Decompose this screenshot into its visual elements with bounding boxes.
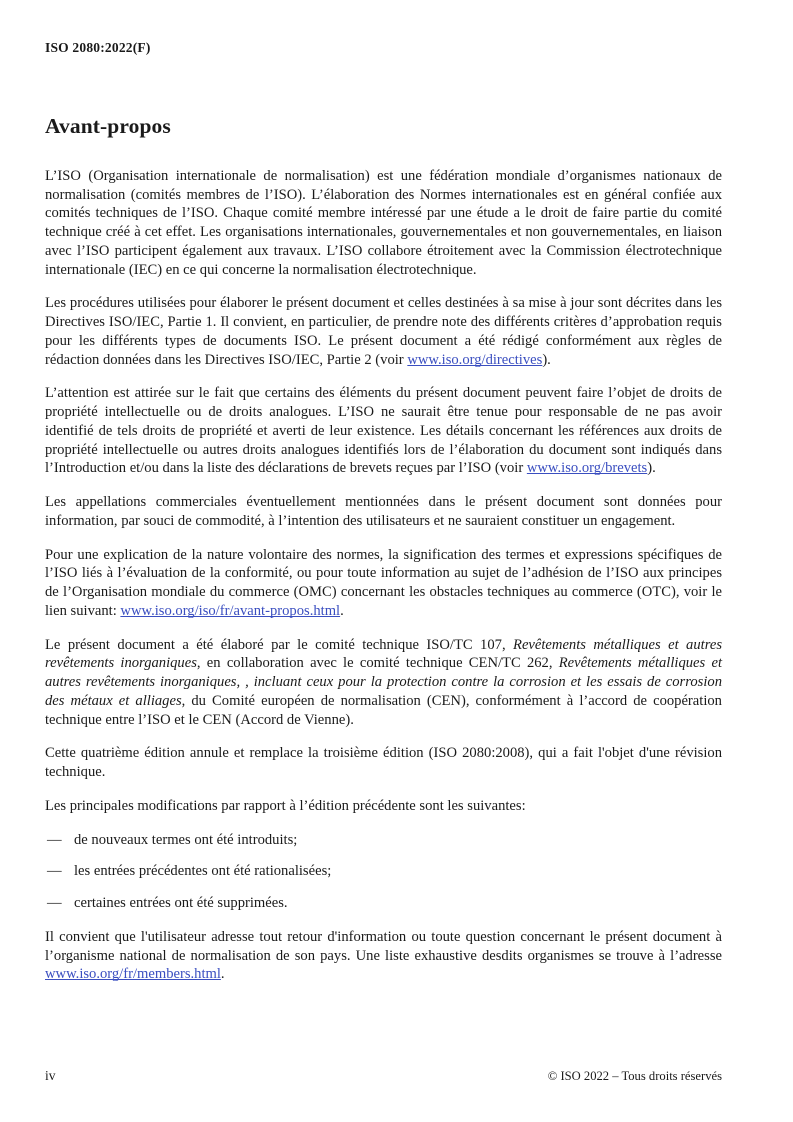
paragraph-patent-rights-text-before: L’attention est attirée sur le fait que certains des éléments du présent document peuvent faire l’objet de droits de propriété intellectuelle ou de droits analogues. L’ISO ne saurait être tenue pour responsable de ne pas avoir identifié de tels droits de propriété et averti de leur existence. Les détails concernant les références aux droits de propriété intellectuelle ou autres droits analogues identifiés lors de l’élaboration du document sont indiqués dans l’Introduction et/ou dans la liste des déclarations de brevets reçues par l’ISO (voir	[45, 385, 722, 477]
link-iso-members[interactable]: www.iso.org/fr/members.html	[45, 966, 221, 983]
modifications-list	[45, 831, 722, 913]
paragraph-committee-segment-3: , du Comité européen de normalisation (CEN), conformément à l’accord de coopération technique entre l’ISO et le CEN (Accord de Vienne).	[45, 692, 722, 728]
list-item	[45, 894, 722, 913]
paragraph-wto-tbt	[45, 546, 722, 621]
link-iso-brevets[interactable]: www.iso.org/brevets	[526, 460, 648, 477]
em-dash-bullet-icon: —	[47, 831, 62, 848]
paragraph-wto-tbt-text-after: .	[340, 602, 344, 619]
paragraph-feedback	[45, 928, 722, 984]
paragraph-patent-rights-text-after: ).	[647, 460, 656, 477]
paragraph-feedback-text-before: Il convient que l'utilisateur adresse tout retour d'information ou toute question concernant le présent document à l’organisme national de normalisation de son pays. Une liste exhaustive desdits organismes se trouve à l’adresse	[45, 928, 722, 964]
paragraph-committee	[45, 636, 722, 730]
paragraph-patent-rights	[45, 384, 722, 478]
committee-title-iso-tc-107: Revêtements métalliques et autres revêtements inorganiques	[45, 636, 723, 672]
list-item-label: certaines entrées ont été supprimées.	[74, 895, 288, 912]
list-item-label: les entrées précédentes ont été rationalisées;	[74, 863, 332, 880]
list-item	[45, 831, 722, 850]
em-dash-bullet-icon: —	[47, 863, 62, 880]
copyright-notice: © ISO 2022 – Tous droits réservés	[547, 1069, 722, 1083]
document-header-reference: ISO 2080:2022(F)	[45, 40, 151, 55]
page-title: Avant-propos	[45, 114, 171, 139]
paragraph-committee-segment-2: , en collaboration avec le comité technique CEN/TC 262,	[196, 655, 559, 672]
em-dash-bullet-icon: —	[47, 895, 62, 912]
page-footer	[45, 1068, 722, 1084]
paragraph-edition-notice: Cette quatrième édition annule et remplace la troisième édition (ISO 2080:2008), qui a fait l'objet d'une révision technique.	[45, 745, 722, 781]
paragraph-iso-definition: L’ISO (Organisation internationale de normalisation) est une fédération mondiale d’organismes nationaux de normalisation (comités membres de l’ISO). L’élaboration des Normes internationales est en général confiée aux comités techniques de l’ISO. Chaque comité membre intéressé par une étude a le droit de faire partie du comité technique créé à cet effet. Les organisations internationales, gouvernementales et non gouvernementales, en liaison avec l’ISO participent également aux travaux. L’ISO collabore étroitement avec la Commission électrotechnique internationale (IEC) en ce qui concerne la normalisation électrotechnique.	[45, 167, 722, 278]
list-item	[45, 862, 722, 881]
list-item-label: de nouveaux termes ont été introduits;	[74, 831, 298, 848]
link-iso-avant-propos[interactable]: www.iso.org/iso/fr/avant-propos.html	[120, 602, 341, 619]
paragraph-procedures-text-before: Les procédures utilisées pour élaborer le présent document et celles destinées à sa mise à jour sont décrites dans les Directives ISO/IEC, Partie 1. Il convient, en particulier, de prendre note des différents critères d’approbation requis pour les différents types de documents ISO. Le présent document a été rédigé conformément aux règles de rédaction données dans les Directives ISO/IEC, Partie 2 (voir	[45, 295, 722, 368]
paragraph-trade-names: Les appellations commerciales éventuellement mentionnées dans le présent document sont données pour information, par souci de commodité, à l’intention des utilisateurs et ne sauraient constituer un engagement.	[45, 494, 722, 529]
paragraph-committee-segment-1: Le présent document a été élaboré par le comité technique ISO/TC 107,	[45, 636, 514, 653]
committee-title-cen-tc-262: Revêtements métalliques et autres revêtements inorganiques, , incluant ceux pour la protection contre la corrosion et les essais de corrosion des métaux et alliages	[45, 655, 723, 709]
page-number: iv	[45, 1068, 56, 1083]
paragraph-modifications-intro: Les principales modifications par rapport à l’édition précédente sont les suivantes:	[45, 797, 526, 814]
paragraph-procedures	[45, 294, 722, 369]
paragraph-procedures-text-after: ).	[542, 351, 551, 368]
paragraph-feedback-text-after: .	[220, 966, 225, 983]
page-content	[45, 40, 722, 999]
link-iso-directives[interactable]: www.iso.org/directives	[407, 351, 543, 368]
paragraph-wto-tbt-text-before: Pour une explication de la nature volontaire des normes, la signification des termes et expressions spécifiques de l’ISO liés à l’évaluation de la conformité, ou pour toute information au sujet de l’adhésion de l’ISO aux principes de l’Organisation mondiale du commerce (OMC) concernant les obstacles techniques au commerce (OTC), voir le lien suivant:	[45, 546, 722, 619]
